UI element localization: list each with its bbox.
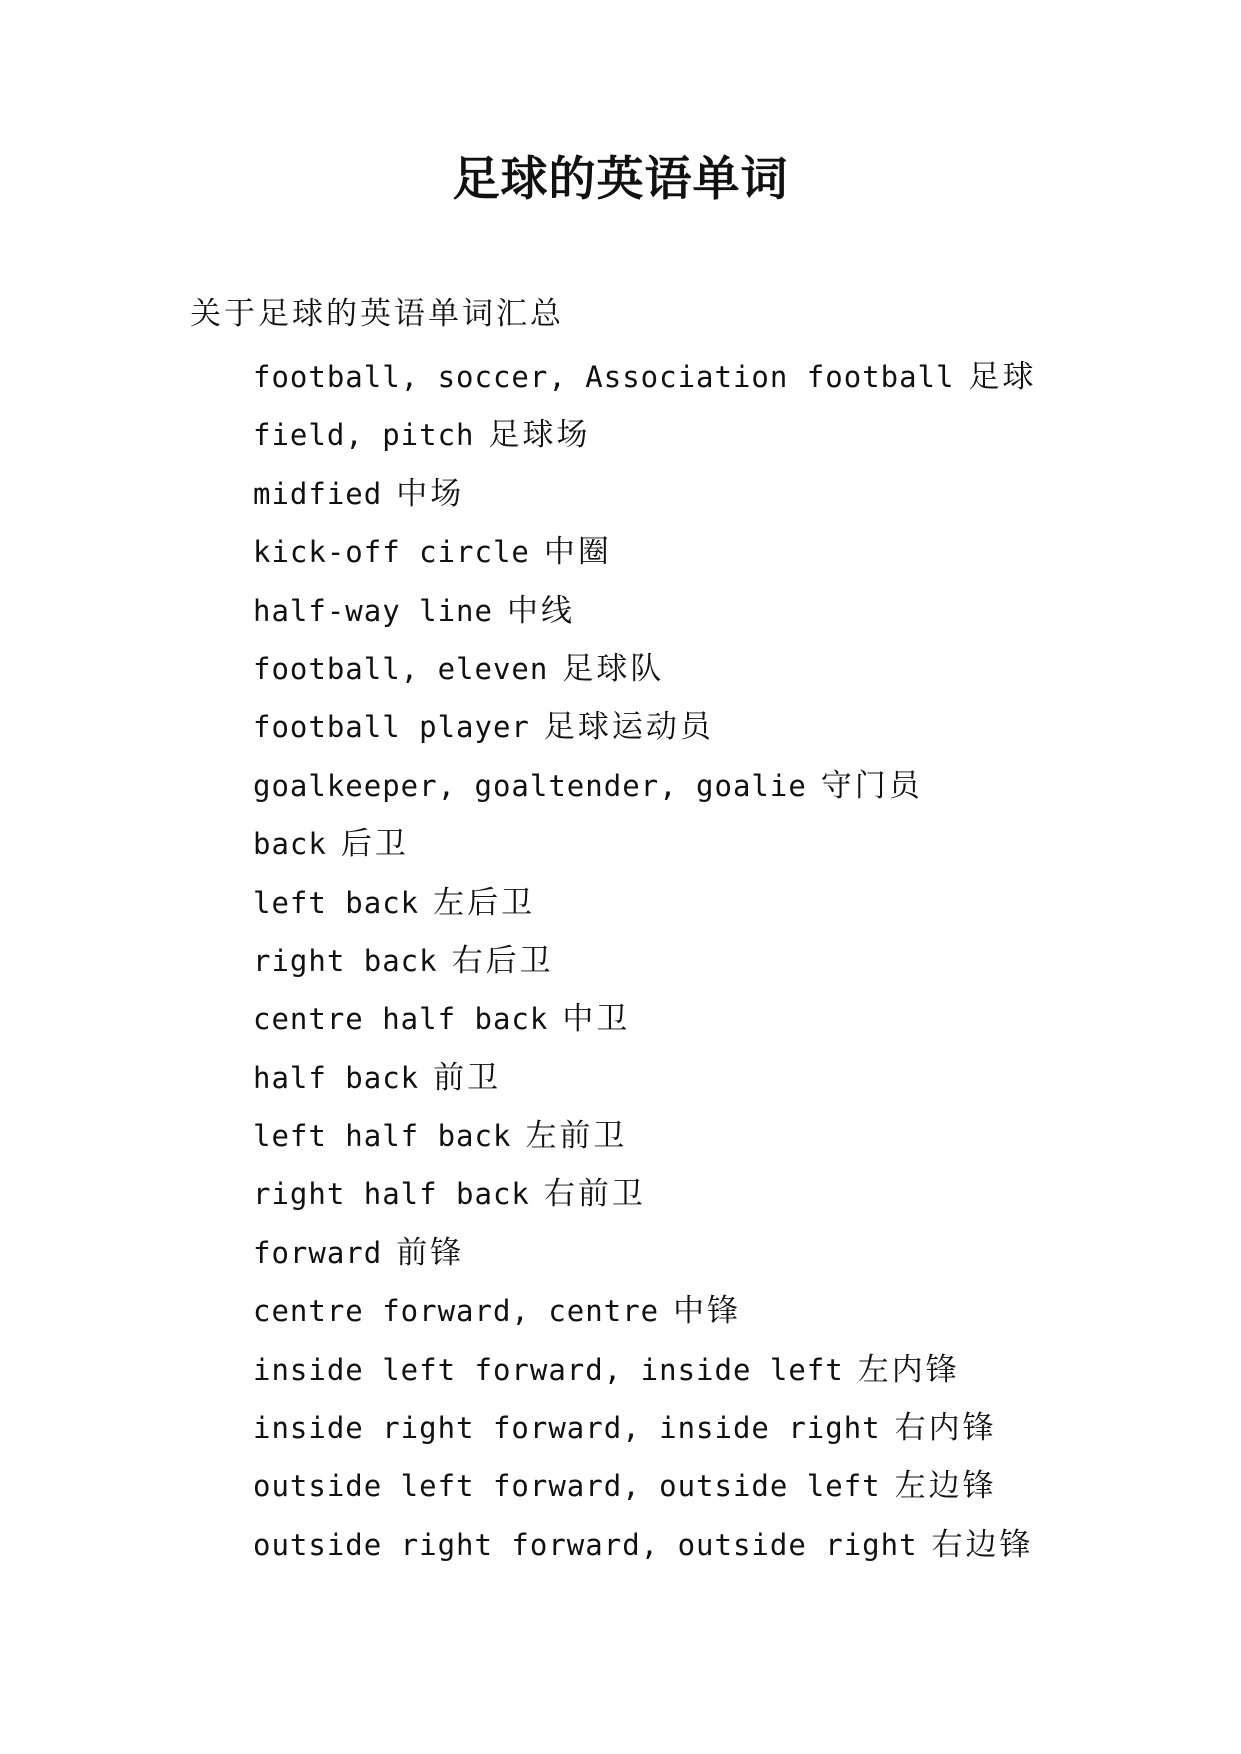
chinese-term: 左内锋 [857,1351,960,1388]
chinese-term: 中卫 [562,1001,631,1038]
english-term: left back [253,885,420,920]
chinese-term: 右后卫 [451,942,554,979]
chinese-term: 守门员 [820,767,923,804]
chinese-term: 左前卫 [525,1118,628,1155]
english-term: right half back [253,1177,530,1212]
vocab-entry [253,647,1036,705]
vocab-entry [253,1231,1036,1289]
vocab-entry [253,764,1036,822]
english-term: centre half back [253,1002,549,1037]
english-term: left half back [253,1119,512,1154]
english-term: half-way line [253,593,493,628]
english-term: field, pitch [253,418,475,453]
chinese-term: 右边锋 [931,1526,1034,1563]
vocab-entry [253,705,1036,763]
vocab-entry [253,1464,1036,1522]
english-term: forward [253,1235,383,1270]
vocab-entry [253,997,1036,1055]
chinese-term: 足球 [968,359,1037,395]
vocab-entry [253,1056,1036,1114]
chinese-term: 右内锋 [894,1410,997,1447]
chinese-term: 前卫 [433,1059,502,1096]
intro-line: 关于足球的英语单词汇总 [190,296,564,332]
english-term: football player [253,710,530,745]
english-term: back [253,827,327,862]
vocab-entry [253,530,1036,588]
chinese-term: 右前卫 [543,1176,646,1213]
chinese-term: 左后卫 [433,884,536,921]
vocab-entry [253,1523,1036,1581]
chinese-term: 足球队 [562,650,665,687]
chinese-term: 后卫 [340,826,409,863]
chinese-term: 中锋 [673,1293,742,1330]
english-term: kick-off circle [253,535,530,570]
chinese-term: 中场 [396,475,465,512]
chinese-term: 足球场 [488,417,591,454]
chinese-term: 中圈 [543,534,612,571]
vocab-entry [253,472,1036,530]
english-term: outside right forward, outside right [253,1527,918,1562]
vocab-entry [253,355,1036,413]
english-term: football, eleven [253,651,549,686]
document-title: 足球的英语单词 [452,152,789,207]
vocabulary-list [253,355,1036,1581]
chinese-term: 足球运动员 [543,709,714,746]
english-term: right back [253,943,438,978]
english-term: centre forward, centre [253,1294,660,1329]
vocab-entry [253,1406,1036,1464]
vocab-entry [253,881,1036,939]
vocab-entry [253,822,1036,880]
chinese-term: 前锋 [396,1234,465,1271]
english-term: football, soccer, Association football [253,360,955,394]
vocab-entry [253,1348,1036,1406]
english-term: outside left forward, outside left [253,1469,881,1504]
vocab-entry [253,1289,1036,1347]
vocab-entry [253,1114,1036,1172]
vocab-entry [253,1172,1036,1230]
english-term: inside right forward, inside right [253,1411,881,1446]
chinese-term: 左边锋 [894,1468,997,1505]
vocab-entry [253,939,1036,997]
english-term: midfied [253,476,383,511]
english-term: inside left forward, inside left [253,1352,844,1387]
chinese-term: 中线 [506,592,575,629]
vocab-entry [253,589,1036,647]
english-term: half back [253,1060,420,1095]
english-term: goalkeeper, goaltender, goalie [253,768,807,803]
vocab-entry [253,413,1036,471]
